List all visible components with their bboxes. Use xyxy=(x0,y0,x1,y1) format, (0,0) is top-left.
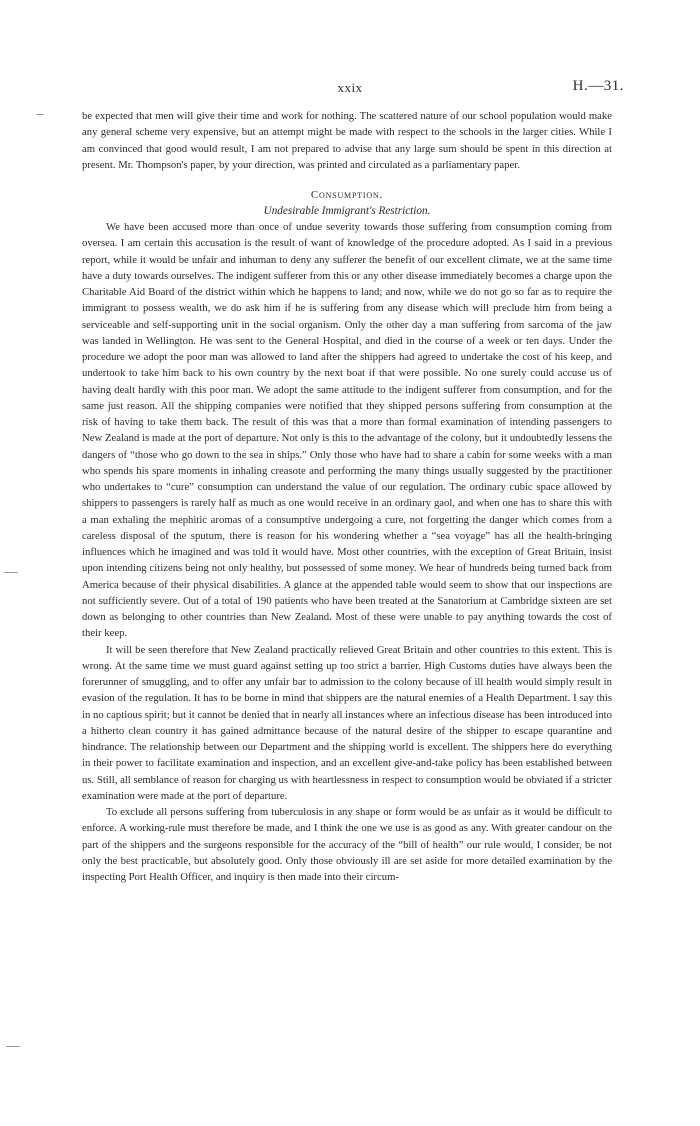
paragraph-1: We have been accused more than once of undue severity towards those suffering from consumption coming from oversea. I am certain this accusation is the result of want of knowledge of the procedure adopted. As I said in a previous report, while it would be unfair and inhuman to deny any sufferer the benefit of our excellent climate, we at the same time have a duty towards ourselves. The indigent sufferer from this or any other disease immediately becomes a charge upon the Charitable Aid Board of the district within which he happens to land; and now, while we do not go so far as to require the immigrant to possess wealth, we do ask him if he is suffering from any disease which will preclude him from being a serviceable and self-supporting unit in the social organism. Only the other day a man suffering from sarcoma of the jaw was landed in Wellington. He was sent to the General Hospital, and died in the course of a week or ten days. Under the procedure we adopt the poor man was allowed to land after the shippers had agreed to undertake the cost of his keep, and undertook to take him back to his own country by the next boat if that were possible. No one surely could accuse us of having dealt hardly with this poor man. We adopt the same attitude to the indigent sufferer from consumption, and for the same just reason. All the shipping companies were notified that they shipped persons suffering from consumption at the risk of having to take them back. The result of this was that a more than formal examination of intending passengers to New Zealand is made at the port of departure. Not only is this to the advantage of the colony, but it undoubtedly lessens the dangers of “those who go down to the sea in ships.” Only those who have had to share a cabin for some weeks with a man who spends his spare moments in inhaling creasote and performing the many things usually suggested by the practitioner who undertakes to “cure” consumption can understand the value of our regulation. The ordinary cubic space allowed by shippers to passengers is rarely half as much as one would receive in an ordinary gaol, and when one has to share this with a man exhaling the mephitic aromas of a consumptive undergoing a cure, not forgetting the danger which comes from a careless disposal of the sputum, there is reason for his wondering whether a “sea voyage” has all the health-bringing influences which he imagined and was told it would have. Most other countries, with the exception of Great Britain, insist upon intending citizens being not only healthy, but possessed of some money. We hear of hundreds being turned back from America because of their physical disabilities. A glance at the appended table would seem to show that our inspections are not sufficiently severe. Out of a total of 190 patients who have been treated at the Sanatorium at Cambridge sixteen are set down as belonging to other countries than New Zealand. Most of these were unable to pay anything towards the cost of their keep. xyxy=(82,221,612,640)
margin-mark-top xyxy=(36,114,44,115)
intro-paragraph: be expected that men will give their time and work for nothing. The scattered nature of our school population would make any general scheme very expensive, but an attempt might be made with respect to the schools in the larger cities. While I am convinced that good would result, I am not prepared to advise that any large sum should be spent in this direction at present. Mr. Thompson's paper, by your direction, was printed and circulated as a parliamentary paper. xyxy=(82,110,612,171)
page-header xyxy=(0,80,700,100)
page-number: xxix xyxy=(337,80,363,95)
document-reference: H.—31. xyxy=(572,78,624,94)
body-text xyxy=(82,108,612,885)
margin-mark-bottom xyxy=(6,1046,20,1047)
section-title: Consumption. xyxy=(310,189,384,201)
section-subtitle: Undesirable Immigrant's Restriction. xyxy=(263,205,431,217)
paragraph-3: To exclude all persons suffering from tuberculosis in any shape or form would be as unfair as it would be difficult to enforce. A working-rule must therefore be made, and I think the one we use is as good as any. With greater candour on the part of the shippers and the surgeons responsible for the accuracy of the “bill of health” our rule would, I consider, be not only the best practicable, but absolutely good. Only those obviously ill are set aside for more detailed examination by the inspecting Port Health Officer, and inquiry is then made into their circum- xyxy=(82,806,612,883)
paragraph-2: It will be seen therefore that New Zealand practically relieved Great Britain and other countries to this extent. This is wrong. At the same time we must guard against setting up too strict a barrier. High Customs duties have always been the forerunner of smuggling, and to offer any unfair bar to admission to the colony because of ill health would simply result in evasion of the regulation. It has to be borne in mind that shippers are the natural enemies of a Health Department. I say this in no captious spirit; but it cannot be denied that in nearly all instances where an infectious disease has been introduced into a hitherto clean country it has gained admittance because of the natural desire of the shipper to escape quarantine and hindrance. The relationship between our Department and the shipping world is excellent. The shippers here do everything in their power to facilitate examination and inspection, and an excellent give-and-take policy has been established between us. Still, all semblance of reason for charging us with heartlessness in respect to consumption would be obviated if a stricter examination were made at the port of departure. xyxy=(82,643,612,802)
margin-mark-middle xyxy=(4,572,18,573)
